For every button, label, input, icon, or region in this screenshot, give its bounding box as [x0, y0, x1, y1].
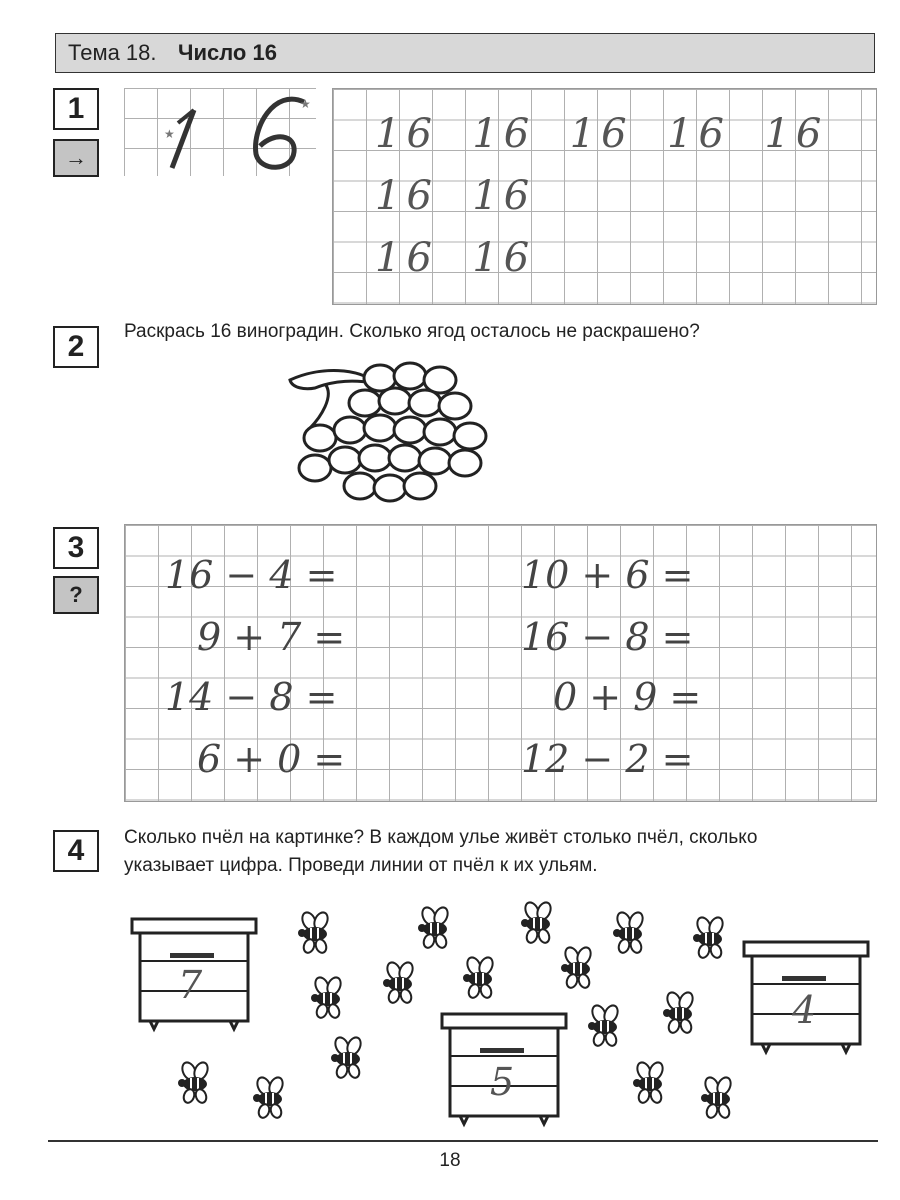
- digit-sample: 16: [472, 235, 536, 281]
- bee-icon: [613, 910, 645, 954]
- bee-icon: [633, 1060, 665, 1104]
- bee-icon: [663, 990, 695, 1034]
- digit-sample: 16: [472, 111, 536, 157]
- hive-number: 7: [178, 963, 209, 1007]
- task-4-text-line-1: Сколько пчёл на картинке? В каждом улье живёт столько пчёл, сколько: [124, 827, 758, 848]
- task-2-number: 2: [53, 326, 99, 368]
- equation: 14 − 8 =: [165, 675, 338, 719]
- svg-text:★: ★: [300, 97, 311, 111]
- bee-icon: [561, 945, 593, 989]
- bee-icon: [298, 910, 330, 954]
- task-1-arrow-icon: →: [53, 139, 99, 177]
- digit-stroke-guide-icon: [124, 88, 316, 176]
- equation: 6 + 0 =: [197, 737, 346, 781]
- task-4-text-line-2: указывает цифра. Проведи линии от пчёл к их ульям.: [124, 855, 598, 876]
- digit-sample: 16: [764, 111, 828, 157]
- bee-icon: [701, 1075, 733, 1119]
- sample-digit-grid: [124, 88, 316, 176]
- equation: 16 − 8 =: [521, 615, 694, 659]
- equation: 16 − 4 =: [165, 553, 338, 597]
- equation: 0 + 9 =: [553, 675, 702, 719]
- task-4-number: 4: [53, 830, 99, 872]
- footer-divider: [48, 1140, 878, 1142]
- topic-prefix: Тема 18.: [68, 40, 157, 65]
- digit-sample: 16: [375, 235, 438, 281]
- equation: 9 + 7 =: [197, 615, 346, 659]
- digit-sample: 16: [667, 111, 730, 157]
- beehive[interactable]: [742, 938, 872, 1058]
- bee-icon: [331, 1035, 363, 1079]
- digit-sample: 16: [569, 111, 633, 157]
- digit-sample: 16: [375, 111, 438, 157]
- topic-header: [55, 33, 875, 73]
- hive-number: 4: [792, 988, 823, 1032]
- topic-title: Число 16: [178, 40, 277, 65]
- task-3-number: 3: [53, 527, 99, 569]
- bee-icon: [463, 955, 495, 999]
- bee-icon: [693, 915, 725, 959]
- task-1-writing-grid[interactable]: [332, 88, 877, 305]
- digit-sample: 16: [375, 173, 438, 219]
- digit-sample: 16: [472, 173, 536, 219]
- task-3-question-badge: ?: [53, 576, 99, 614]
- bees-area: [280, 895, 760, 1135]
- equation: 12 − 2 =: [521, 737, 694, 781]
- hive-number: 5: [490, 1060, 521, 1104]
- task-3-equations-grid[interactable]: [124, 524, 877, 802]
- bee-icon: [178, 1060, 210, 1104]
- bee-icon: [588, 1003, 620, 1047]
- bee-icon: [253, 1075, 285, 1119]
- task-1-number: 1: [53, 88, 99, 130]
- bees-area-left: [160, 1040, 320, 1130]
- bee-icon: [521, 900, 553, 944]
- bee-icon: [311, 975, 343, 1019]
- task-2-text: Раскрась 16 виноградин. Сколько ягод осталось не раскрашено?: [124, 321, 700, 342]
- bees-area-right: [690, 1060, 750, 1130]
- svg-text:★: ★: [164, 127, 175, 141]
- page-number: 18: [439, 1150, 461, 1171]
- equation: 10 + 6 =: [521, 553, 694, 597]
- bee-icon: [383, 960, 415, 1004]
- grape-cluster-icon[interactable]: [280, 358, 510, 508]
- bee-icon: [418, 905, 450, 949]
- beehive[interactable]: [130, 915, 260, 1035]
